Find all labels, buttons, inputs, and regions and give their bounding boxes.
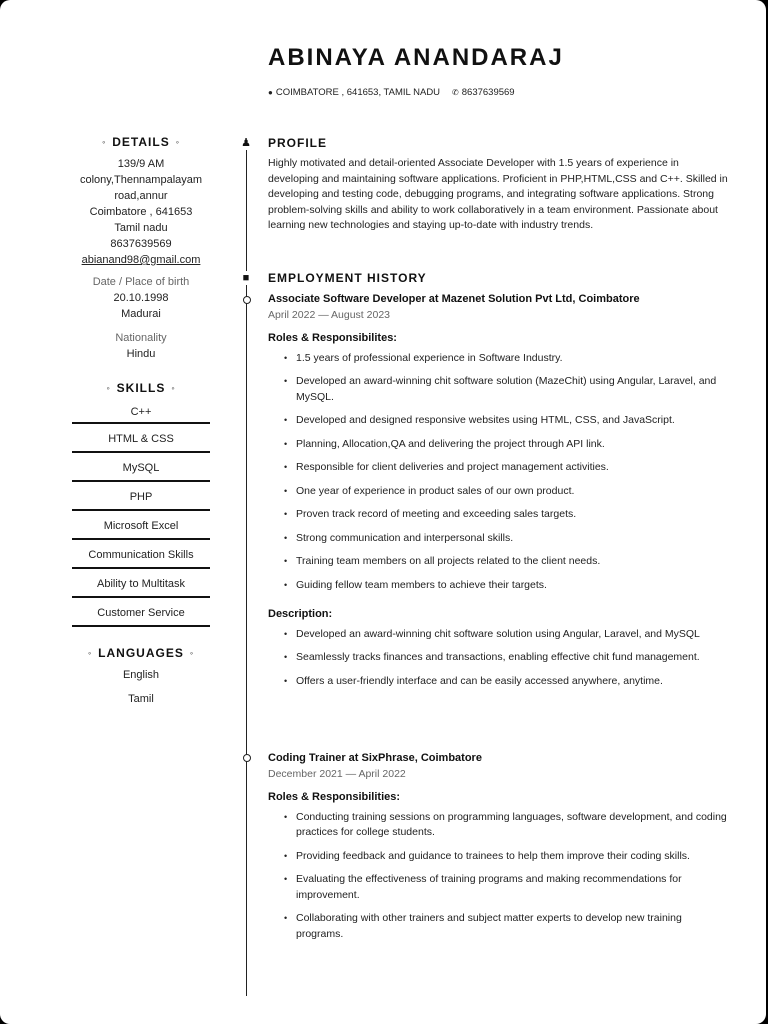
list-item: • Evaluating the effectiveness of training programs and making recommendations for improvement. xyxy=(296,872,730,903)
list-item: • 1.5 years of professional experience in Software Industry. xyxy=(296,351,730,367)
address-line: 139/9 AM xyxy=(117,158,165,170)
job-title: Coding Trainer at SixPhrase, Coimbatore xyxy=(268,752,482,764)
address-line: road,annur xyxy=(114,190,168,202)
address-line: Tamil nadu xyxy=(114,222,168,234)
roles-label: Roles & Responsibilities: xyxy=(268,791,401,803)
skill-item: MySQL xyxy=(72,456,210,482)
dob-label: Date / Place of birth xyxy=(92,276,190,288)
roles-list xyxy=(268,810,730,943)
person-icon: ♟ xyxy=(239,136,253,150)
languages-heading: ◦ LANGUAGES ◦ xyxy=(87,646,195,660)
list-item: • Guiding fellow team members to achieve their targets. xyxy=(296,578,730,594)
details-heading: ◦ DETAILS ◦ xyxy=(102,135,180,149)
skill-item: C++ xyxy=(72,402,210,424)
list-item: • Seamlessly tracks finances and transactions, enabling effective chit fund management. xyxy=(296,650,730,666)
birthplace-value: Madurai xyxy=(121,308,161,320)
description-list xyxy=(268,627,730,690)
language-item: Tamil xyxy=(128,693,154,705)
job-entry xyxy=(268,292,730,697)
details-phone: 8637639569 xyxy=(110,238,172,250)
timeline-dot xyxy=(243,754,251,762)
list-item: • Developed an award-winning chit software solution (MazeChit) using Angular, Laravel, and MySQL. xyxy=(296,374,730,405)
contact-phone: 8637639569 xyxy=(461,87,515,98)
map-pin-icon: ● xyxy=(268,88,273,97)
list-item: • Developed an award-winning chit software solution using Angular, Laravel, and MySQL xyxy=(296,627,730,643)
list-item: • Conducting training sessions on programming languages, software development, and coding practices for college students. xyxy=(296,810,730,841)
skills-heading: ◦ SKILLS ◦ xyxy=(106,381,176,395)
list-item: • Strong communication and interpersonal skills. xyxy=(296,531,730,547)
address-line: colony,Thennampalayam xyxy=(79,174,203,186)
roles-label: Roles & Responsibilites: xyxy=(268,332,397,344)
list-item: • One year of experience in product sales of our own product. xyxy=(296,484,730,500)
employment-heading: EMPLOYMENT HISTORY xyxy=(268,271,427,285)
list-item: • Responsible for client deliveries and project management activities. xyxy=(296,460,730,476)
nationality-label: Nationality xyxy=(115,332,167,344)
email-link[interactable]: abianand98@gmail.com xyxy=(81,254,201,266)
job-dates: December 2021 — April 2022 xyxy=(268,767,406,780)
job-title: Associate Software Developer at Mazenet Solution Pvt Ltd, Coimbatore xyxy=(268,293,640,305)
language-item: English xyxy=(122,669,160,681)
profile-text: Highly motivated and detail-oriented Associate Developer with 1.5 years of experience in developing and maintaining software applications. Proficient in PHP,HTML,CSS and C++. Skilled in developing and testing code, debugging programs, and integrating software applications. Strong problem-solving skills and ability to work collaboratively in a team environment. Passionate about learning new technologies and staying up-to-date with industry trends. xyxy=(268,157,728,231)
candidate-name: ABINAYA ANANDARAJ xyxy=(268,44,564,71)
roles-list xyxy=(268,351,730,594)
contact-location: COIMBATORE , 641653, TAMIL NADU xyxy=(275,87,441,98)
list-item: • Providing feedback and guidance to trainees to help them improve their coding skills. xyxy=(296,849,730,865)
timeline-dot xyxy=(243,296,251,304)
list-item: • Training team members on all projects related to the client needs. xyxy=(296,554,730,570)
nationality-value: Hindu xyxy=(126,348,156,360)
job-entry xyxy=(268,751,730,950)
list-item: • Planning, Allocation,QA and delivering the project through API link. xyxy=(296,437,730,453)
list-item: • Offers a user-friendly interface and can be easily accessed anywhere, anytime. xyxy=(296,674,730,690)
list-item: • Proven track record of meeting and exceeding sales targets. xyxy=(296,507,730,523)
profile-heading: PROFILE xyxy=(268,136,328,150)
skill-item: PHP xyxy=(72,485,210,511)
skill-item: Ability to Multitask xyxy=(72,572,210,598)
briefcase-icon: ■ xyxy=(239,271,253,285)
skill-item: Communication Skills xyxy=(72,543,210,569)
list-item: • Collaborating with other trainers and subject matter experts to develop new training programs. xyxy=(296,911,730,942)
skill-item: HTML & CSS xyxy=(72,427,210,453)
skill-item: Customer Service xyxy=(72,601,210,627)
list-item: • Developed and designed responsive websites using HTML, CSS, and JavaScript. xyxy=(296,413,730,429)
address-line: Coimbatore , 641653 xyxy=(89,206,193,218)
contact-line xyxy=(268,87,515,98)
job-dates: April 2022 — August 2023 xyxy=(268,308,391,321)
dob-value: 20.10.1998 xyxy=(113,292,169,304)
phone-icon: ✆ xyxy=(452,88,459,97)
description-label: Description: xyxy=(268,608,333,620)
sidebar xyxy=(70,134,212,707)
skill-item: Microsoft Excel xyxy=(72,514,210,540)
